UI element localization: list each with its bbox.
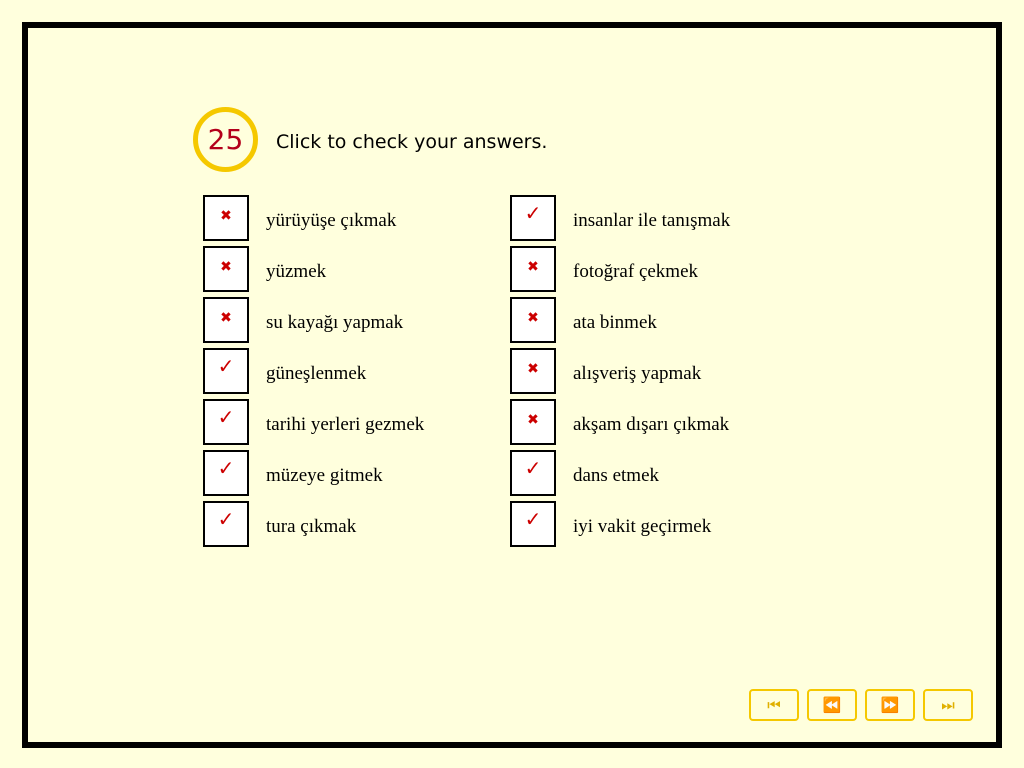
answer-label: yürüyüşe çıkmak [266,210,397,231]
answer-label: akşam dışarı çıkmak [573,414,730,435]
answer-checkbox[interactable] [510,348,556,394]
first-slide-button[interactable] [749,689,799,721]
answer-checkbox[interactable] [510,297,556,343]
checkmark-icon: ✓ [217,354,235,378]
cross-icon: ✖ [527,310,539,326]
answer-label: su kayağı yapmak [266,312,404,333]
answer-checkbox[interactable] [203,195,249,241]
answer-label: fotoğraf çekmek [573,261,699,282]
answer-label: güneşlenmek [266,363,367,384]
answer-label: tura çıkmak [266,516,357,537]
answer-label: tarihi yerleri gezmek [266,414,425,435]
answer-checkbox[interactable] [510,450,556,496]
answer-checkbox[interactable] [203,501,249,547]
previous-slide-button[interactable] [807,689,857,721]
answer-label: iyi vakit geçirmek [573,516,712,537]
last-slide-button[interactable] [923,689,973,721]
checkmark-icon: ✓ [217,405,235,429]
answer-label: yüzmek [266,261,327,282]
checkmark-icon: ✓ [217,456,235,480]
answer-label: alışveriş yapmak [573,363,702,384]
answer-checkbox[interactable] [510,246,556,292]
last-icon: ⏭ [941,696,955,714]
checkmark-icon: ✓ [524,507,542,531]
slide-number-badge [193,107,258,172]
navigation-bar [749,689,973,723]
checkmark-icon: ✓ [524,201,542,225]
answer-checkbox[interactable] [203,450,249,496]
cross-icon: ✖ [527,361,539,377]
next-slide-button[interactable] [865,689,915,721]
slide-number: 25 [207,123,244,156]
answer-label: ata binmek [573,312,657,333]
answer-checkbox[interactable] [203,348,249,394]
checkmark-icon: ✓ [217,507,235,531]
instruction-text: Click to check your answers. [276,131,548,153]
answer-label: dans etmek [573,465,660,486]
answer-checkbox[interactable] [510,195,556,241]
answer-label: insanlar ile tanışmak [573,210,731,231]
next-icon: ⏩ [880,696,900,714]
cross-icon: ✖ [527,259,539,275]
answer-checkbox[interactable] [203,399,249,445]
previous-icon: ⏪ [822,696,842,714]
cross-icon: ✖ [220,259,232,275]
first-icon: ⏮ [767,696,781,714]
answer-checkbox[interactable] [510,501,556,547]
answer-checkbox[interactable] [203,246,249,292]
checkmark-icon: ✓ [524,456,542,480]
answer-checkbox[interactable] [203,297,249,343]
answer-checkbox[interactable] [510,399,556,445]
cross-icon: ✖ [220,310,232,326]
answer-label: müzeye gitmek [266,465,383,486]
cross-icon: ✖ [527,412,539,428]
cross-icon: ✖ [220,208,232,224]
